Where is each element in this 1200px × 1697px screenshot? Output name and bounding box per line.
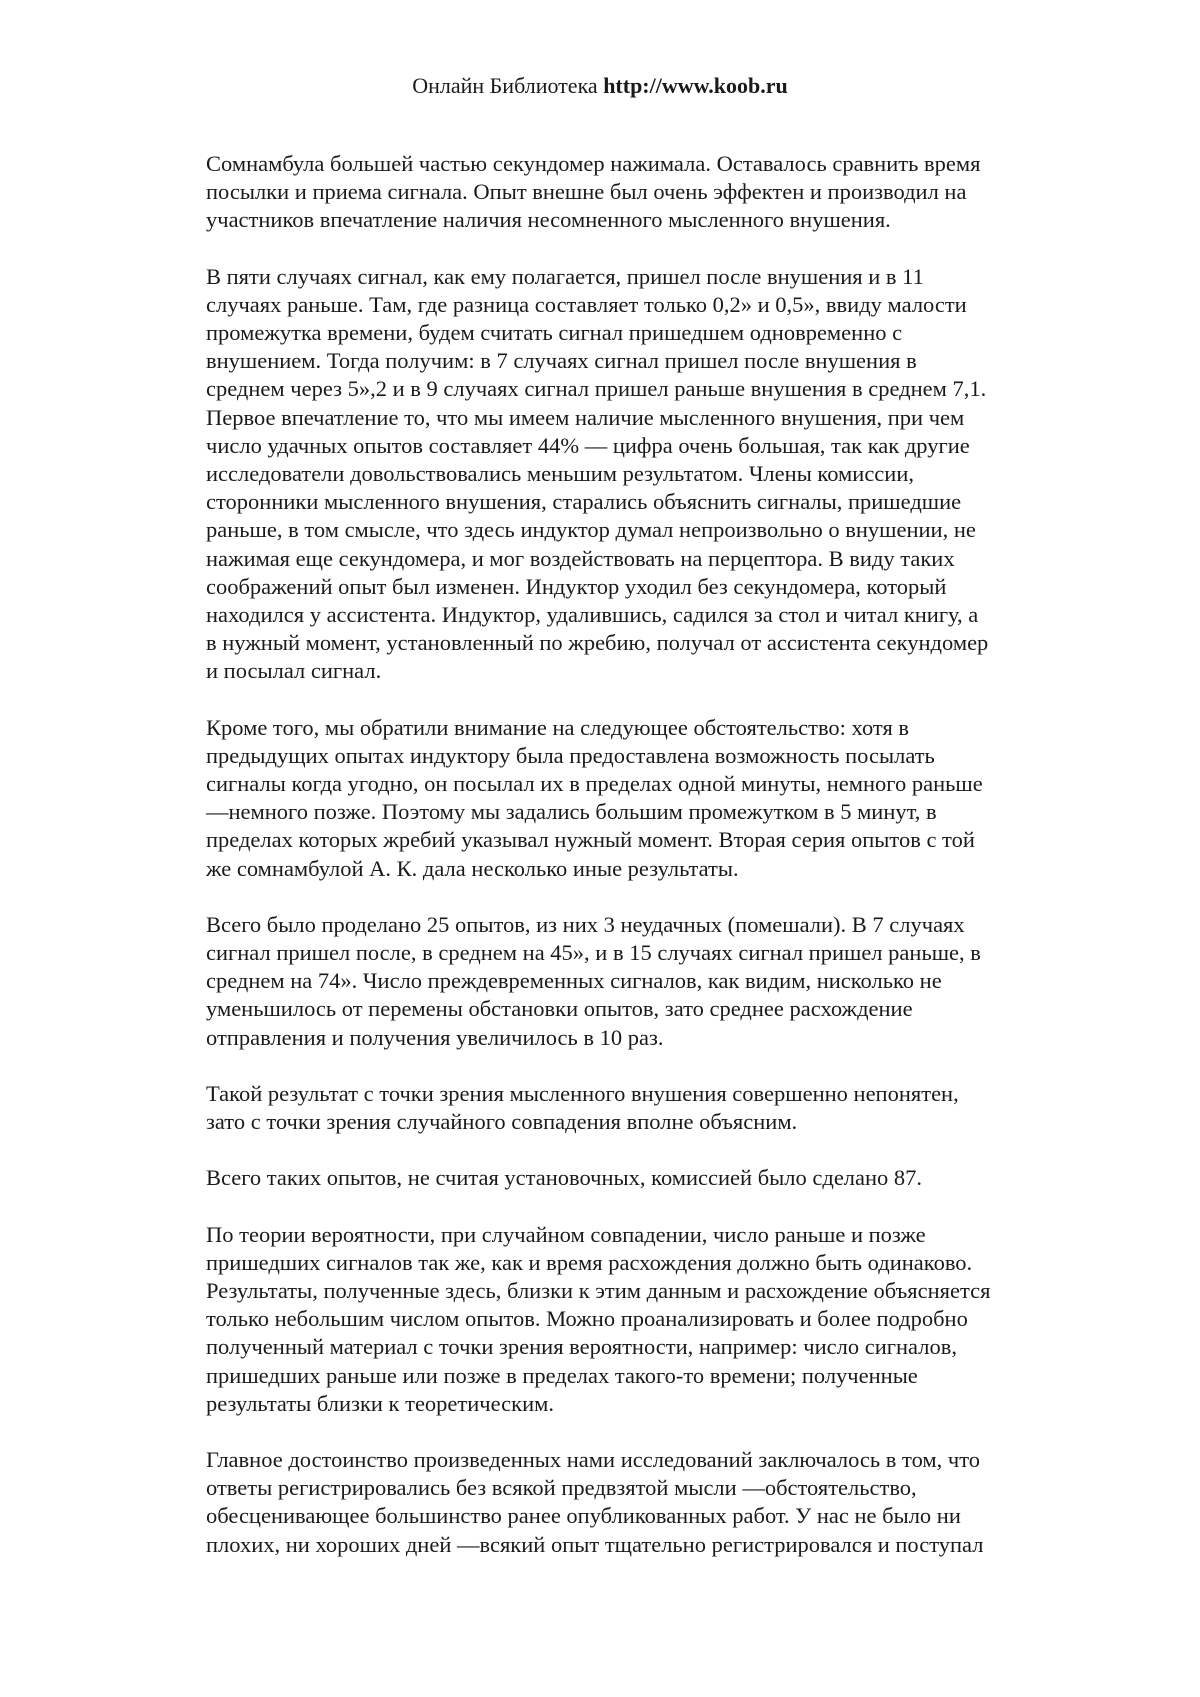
- text-line: пришедших раньше или позже в пределах такого-то времени; полученные: [206, 1362, 918, 1388]
- text-line: посылки и приема сигнала. Опыт внешне был очень эффектен и производил на: [206, 179, 967, 205]
- text-line: Сомнамбула большей частью секундомер нажимала. Оставалось сравнить время: [206, 151, 981, 176]
- text-line: нажимая еще секундомера, и мог воздействовать на перцептора. В виду таких: [206, 545, 955, 571]
- text-line: отправления и получения увеличилось в 10 раз.: [206, 1024, 664, 1050]
- text-line: исследователи довольствовались меньшим результатом. Члены комиссии,: [206, 461, 915, 487]
- document-body: [206, 150, 1066, 1587]
- paragraph: [206, 263, 1066, 686]
- text-line: случаях раньше. Там, где разница составляет только 0,2» и 0,5», ввиду малости: [206, 291, 967, 317]
- text-line: обесценивающее большинство ранее опубликованных работ. У нас не было ни: [206, 1503, 961, 1529]
- text-line: ответы регистрировались без всякой предвзятой мысли —обстоятельство,: [206, 1475, 917, 1501]
- text-line: промежутка времени, будем считать сигнал пришедшем одновременно с: [206, 320, 903, 346]
- text-line: пришедших сигналов так же, как и время расхождения должно быть одинаково.: [206, 1249, 973, 1275]
- paragraph: [206, 1080, 1066, 1136]
- text-line: Первое впечатление то, что мы имеем наличие мысленного внушения, при чем: [206, 404, 965, 430]
- paragraph: [206, 1446, 1066, 1559]
- text-line: же сомнамбулой А. К. дала несколько иные результаты.: [206, 855, 739, 881]
- text-line: участников впечатление наличия несомненного мысленного внушения.: [206, 207, 891, 233]
- text-line: Результаты, полученные здесь, близки к этим данным и расхождение объясняется: [206, 1277, 991, 1303]
- text-line: —немного позже. Поэтому мы задались большим промежутком в 5 минут, в: [206, 799, 937, 825]
- text-line: сигналы когда угодно, он посылал их в пределах одной минуты, немного раньше: [206, 771, 983, 797]
- text-line: плохих, ни хороших дней —всякий опыт тщательно регистрировался и поступал: [206, 1531, 984, 1557]
- paragraph: [206, 1221, 1066, 1418]
- text-line: уменьшилось от перемены обстановки опытов, зато среднее расхождение: [206, 996, 913, 1022]
- text-line: и посылал сигнал.: [206, 658, 382, 684]
- text-line: Главное достоинство произведенных нами исследований заключалось в том, что: [206, 1446, 980, 1472]
- text-line: только небольшим числом опытов. Можно проанализировать и более подробно: [206, 1306, 968, 1332]
- library-url[interactable]: http://www.koob.ru: [603, 73, 788, 98]
- text-line: число удачных опытов составляет 44% — цифра очень большая, так как другие: [206, 432, 970, 458]
- text-line: среднем на 74». Число преждевременных сигналов, как видим, нисколько не: [206, 968, 942, 994]
- text-line: сигнал пришел после, в среднем на 45», и в 15 случаях сигнал пришел раньше, в: [206, 940, 981, 966]
- paragraph: [206, 1164, 1066, 1192]
- library-name: Онлайн Библиотека: [412, 73, 598, 98]
- text-line: результаты близки к теоретическим.: [206, 1390, 554, 1416]
- paragraph: [206, 714, 1066, 883]
- paragraph: [206, 150, 1066, 235]
- page-header: [0, 72, 1200, 100]
- paragraph: [206, 911, 1066, 1052]
- text-line: в нужный момент, установленный по жребию, получал от ассистента секундомер: [206, 630, 989, 656]
- text-line: находился у ассистента. Индуктор, удалившись, садился за стол и читал книгу, а: [206, 602, 979, 628]
- text-line: соображений опыт был изменен. Индуктор уходил без секундомера, который: [206, 573, 947, 599]
- text-line: зато с точки зрения случайного совпадения вполне объясним.: [206, 1109, 798, 1135]
- text-line: Всего таких опытов, не считая установочных, комиссией было сделано 87.: [206, 1165, 923, 1191]
- text-line: раньше, в том смысле, что здесь индуктор думал непроизвольно о внушении, не: [206, 517, 976, 543]
- text-line: В пяти случаях сигнал, как ему полагается, пришел после внушения и в 11: [206, 263, 924, 289]
- text-line: полученный материал с точки зрения вероятности, например: число сигналов,: [206, 1334, 957, 1360]
- text-line: Такой результат с точки зрения мысленного внушения совершенно непонятен,: [206, 1080, 959, 1106]
- text-line: пределах которых жребий указывал нужный момент. Вторая серия опытов с той: [206, 827, 975, 853]
- text-line: среднем через 5»,2 и в 9 случаях сигнал пришел раньше внушения в среднем 7,1.: [206, 376, 987, 402]
- text-line: Кроме того, мы обратили внимание на следующее обстоятельство: хотя в: [206, 714, 910, 740]
- text-line: По теории вероятности, при случайном совпадении, число раньше и позже: [206, 1221, 926, 1247]
- text-line: Всего было проделано 25 опытов, из них 3 неудачных (помешали). В 7 случаях: [206, 911, 965, 937]
- text-line: предыдущих опытах индуктору была предоставлена возможность посылать: [206, 742, 935, 768]
- text-line: внушением. Тогда получим: в 7 случаях сигнал пришел после внушения в: [206, 348, 917, 374]
- text-line: сторонники мысленного внушения, старались объяснить сигналы, пришедшие: [206, 489, 962, 515]
